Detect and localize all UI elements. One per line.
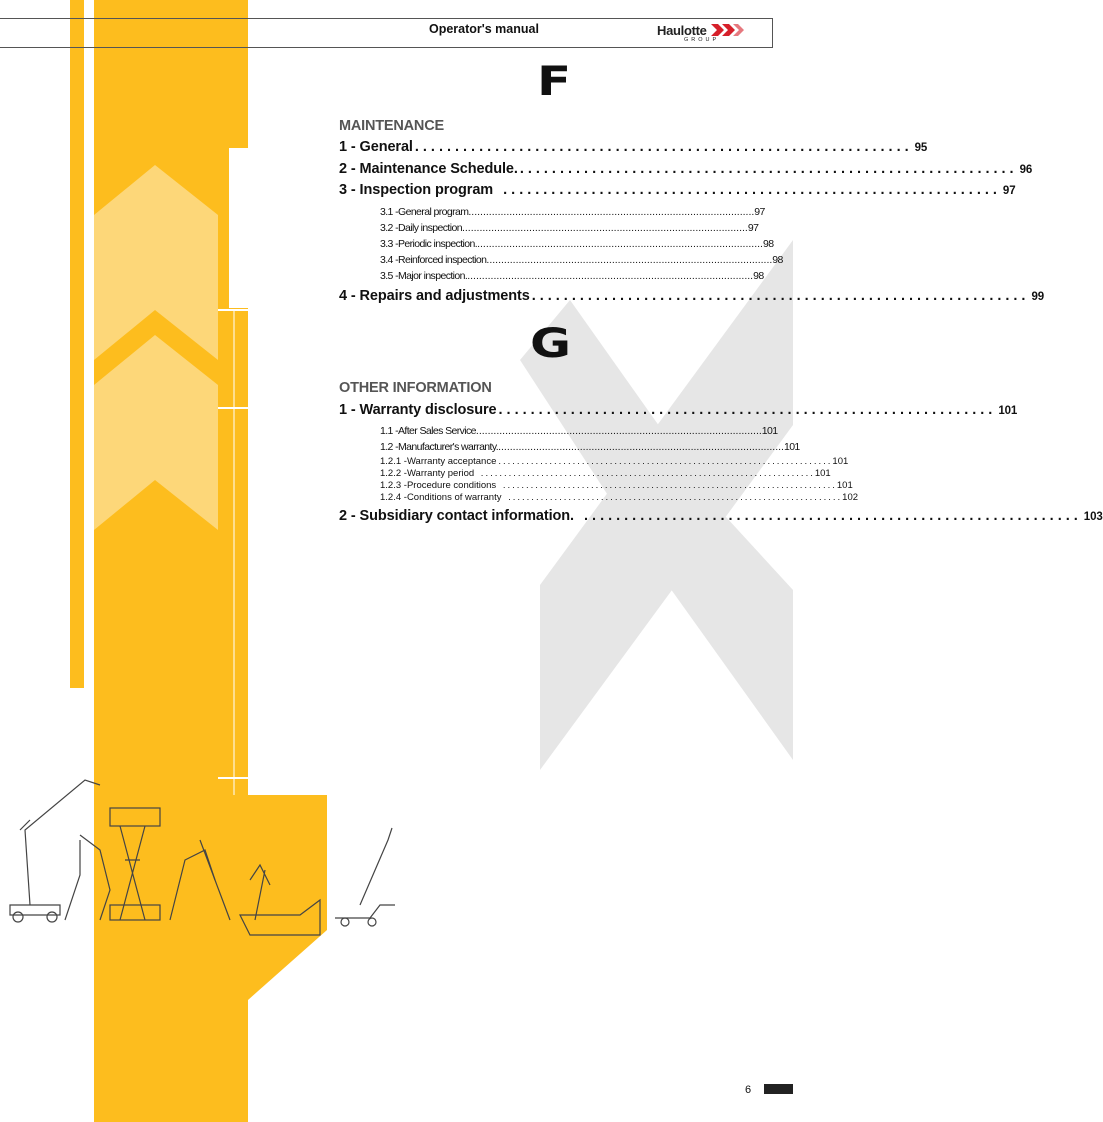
toc-subentry[interactable]: [380, 238, 774, 251]
toc-leader: ........................................................................: [503, 492, 843, 503]
toc-subsubentry-page: 101: [832, 456, 849, 467]
toc-leader: ..............................................................: [414, 139, 913, 155]
toc-subentry-page: 97: [754, 206, 765, 218]
company-logo: [657, 22, 745, 43]
toc-subentry-label: Manufacturer's warranty.: [398, 441, 499, 453]
toc-subentry-label: Daily inspection: [398, 222, 462, 234]
toc-subentry-page: 97: [747, 222, 759, 234]
logo-chevron-icon: [711, 23, 745, 37]
toc-entry-label: 1 - Warranty disclosure: [339, 402, 497, 418]
toc-entry-page: 95: [914, 142, 928, 154]
toc-entry-page: 99: [1031, 291, 1045, 303]
yellow-block: [207, 795, 327, 1000]
toc-entry[interactable]: [339, 288, 1045, 304]
toc-leader: ........................................................................: [498, 480, 837, 491]
toc-subentry[interactable]: [380, 425, 778, 438]
toc-subentry-number: 3.4 -: [380, 254, 399, 266]
toc-entry-label: 1 - General: [339, 139, 413, 155]
toc-subsubentry-page: 101: [836, 480, 853, 491]
toc-subentry-number: 3.5 -: [380, 270, 399, 282]
toc-leader: ..................................................................................................: [461, 222, 748, 234]
section-title-maintenance: MAINTENANCE: [339, 118, 444, 134]
toc-subentry[interactable]: [380, 206, 765, 219]
toc-entry-page: 101: [998, 405, 1018, 417]
toc-leader: ........................................................................: [498, 456, 833, 467]
toc-subsubentry-number: 1.2.4 -: [380, 492, 407, 503]
toc-entry[interactable]: [339, 508, 1103, 524]
toc-entry[interactable]: [339, 139, 928, 155]
toc-subentry-page: 101: [783, 441, 800, 453]
toc-entry[interactable]: [339, 182, 1016, 198]
toc-subentry-label: Major inspection.: [398, 270, 468, 282]
toc-subentry-label: Periodic inspection.: [398, 238, 478, 250]
toc-subsubentry-page: 101: [814, 468, 831, 479]
toc-subentry[interactable]: [380, 270, 764, 283]
toc-subsubentry-label: Warranty acceptance: [406, 456, 497, 467]
toc-leader: ..................................................................................................: [475, 425, 762, 437]
header-title: Operator's manual: [429, 22, 539, 36]
page-number-bar: [764, 1084, 793, 1094]
toc-leader: ..................................................................................................: [477, 238, 763, 250]
toc-subentry-number: 3.3 -: [380, 238, 399, 250]
toc-subsubentry[interactable]: [380, 456, 849, 468]
toc-subentry[interactable]: [380, 222, 759, 235]
yellow-stripe: [70, 0, 84, 688]
toc-subentry-page: 98: [772, 254, 783, 266]
toc-subentry-number: 3.2 -: [380, 222, 399, 234]
toc-subsubentry-number: 1.2.2 -: [380, 468, 407, 479]
toc-subentry[interactable]: [380, 254, 783, 267]
toc-entry-page: 103: [1083, 511, 1103, 523]
toc-leader: ..............................................................: [531, 288, 1030, 304]
toc-entry-page: 96: [1019, 164, 1033, 176]
toc-entry-label: 4 - Repairs and adjustments: [339, 288, 530, 304]
toc-subsubentry[interactable]: [380, 480, 853, 492]
toc-subentry-number: 1.2 -: [380, 441, 399, 453]
toc-subentry-page: 98: [762, 238, 774, 250]
section-letter-g: G: [530, 321, 572, 367]
toc-subentry-page: 101: [761, 425, 778, 437]
toc-leader: ..................................................................................................: [486, 254, 773, 266]
section-title-other-information: OTHER INFORMATION: [339, 380, 492, 396]
toc-leader: ..............................................................: [519, 161, 1018, 177]
toc-entry[interactable]: [339, 402, 1018, 418]
toc-subsubentry[interactable]: [380, 492, 859, 504]
toc-leader: ..............................................................: [495, 182, 1001, 198]
toc-subentry-page: 98: [753, 270, 764, 282]
toc-subsubentry-number: 1.2.1 -: [380, 456, 407, 467]
toc-subentry-number: 3.1 -: [380, 206, 399, 218]
toc-leader: ........................................................................: [476, 468, 815, 479]
toc-subentry[interactable]: [380, 441, 800, 454]
toc-leader: ..............................................................: [498, 402, 997, 418]
toc-entry-label: 2 - Subsidiary contact information.: [339, 508, 574, 524]
toc-subentry-number: 1.1 -: [380, 425, 399, 437]
logo-text: Haulotte: [657, 23, 707, 38]
toc-subsubentry-label: Conditions of warranty: [406, 492, 502, 503]
section-letter-f: F: [537, 59, 572, 105]
toc-entry-label: 3 - Inspection program: [339, 182, 494, 198]
toc-entry[interactable]: [339, 161, 1033, 177]
toc-subentry-label: General program: [398, 206, 469, 218]
toc-entry-label: 2 - Maintenance Schedule.: [339, 161, 518, 177]
logo-subtitle: GROUP: [684, 37, 720, 43]
toc-subsubentry-label: Procedure conditions: [406, 480, 497, 491]
toc-subsubentry-label: Warranty period: [406, 468, 475, 479]
toc-subsubentry-page: 102: [842, 492, 859, 503]
toc-subsubentry-number: 1.2.3 -: [380, 480, 407, 491]
toc-subsubentry[interactable]: [380, 468, 831, 480]
toc-leader: ..................................................................................................: [467, 270, 754, 282]
toc-subentry-label: After Sales Service: [398, 425, 476, 437]
toc-leader: ..................................................................................................: [498, 441, 784, 453]
page-number: 6: [745, 1084, 752, 1096]
toc-leader: ..................................................................................................: [468, 206, 755, 218]
toc-subentry-label: Reinforced inspection: [398, 254, 487, 266]
toc-leader: ..............................................................: [575, 508, 1082, 524]
toc-entry-page: 97: [1002, 185, 1016, 197]
